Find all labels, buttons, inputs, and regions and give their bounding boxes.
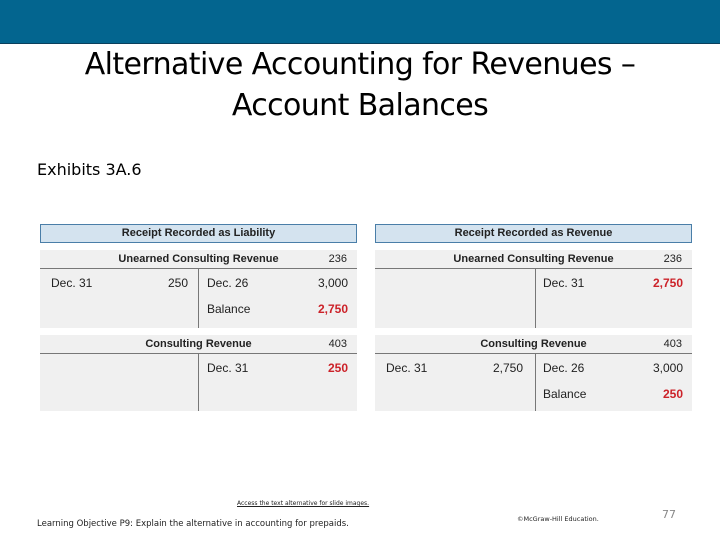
slide-title bbox=[0, 44, 720, 126]
account-name: Consulting Revenue bbox=[145, 338, 252, 350]
credit-label: Dec. 31 bbox=[543, 276, 585, 290]
account-title bbox=[40, 335, 357, 354]
learning-objective: Learning Objective P9: Explain the alternative in accounting for prepaids. bbox=[37, 519, 349, 529]
balance-value: 250 bbox=[662, 387, 683, 401]
credit-label: Balance bbox=[207, 302, 251, 316]
debit-label: Dec. 31 bbox=[386, 361, 428, 375]
title-line-1: Alternative Accounting for Revenues – bbox=[84, 47, 636, 82]
panel-header: Receipt Recorded as Revenue bbox=[375, 224, 692, 243]
panel-liability bbox=[40, 224, 357, 411]
account-name: Unearned Consulting Revenue bbox=[453, 253, 614, 265]
account-title bbox=[375, 250, 692, 269]
t-account-consulting bbox=[40, 335, 357, 411]
credit-label: Balance bbox=[543, 387, 587, 401]
account-number: 403 bbox=[663, 338, 682, 350]
credit-label: Dec. 26 bbox=[543, 361, 585, 375]
account-number: 403 bbox=[328, 338, 347, 350]
account-name: Consulting Revenue bbox=[480, 338, 587, 350]
top-banner bbox=[0, 0, 720, 44]
exhibit-label: Exhibits 3A.6 bbox=[37, 160, 142, 179]
t-account-unearned bbox=[375, 250, 692, 328]
account-name: Unearned Consulting Revenue bbox=[118, 253, 279, 265]
balance-value: 2,750 bbox=[317, 302, 348, 316]
t-account-unearned bbox=[40, 250, 357, 328]
credit-label: Dec. 31 bbox=[207, 361, 249, 375]
account-number: 236 bbox=[663, 253, 682, 265]
table-row bbox=[375, 380, 692, 406]
account-title bbox=[375, 335, 692, 354]
title-line-2: Account Balances bbox=[231, 88, 489, 123]
debit-value: 2,750 bbox=[492, 361, 523, 375]
copyright: ©McGraw-Hill Education. bbox=[517, 515, 599, 523]
debit-label: Dec. 31 bbox=[51, 276, 93, 290]
table-row bbox=[40, 295, 357, 321]
table-row bbox=[40, 354, 357, 380]
account-title bbox=[40, 250, 357, 269]
credit-label: Dec. 26 bbox=[207, 276, 249, 290]
text-alternative-link[interactable]: Access the text alternative for slide images. bbox=[237, 500, 370, 507]
credit-value: 3,000 bbox=[317, 276, 348, 290]
page-number: 77 bbox=[662, 508, 676, 521]
balance-value: 2,750 bbox=[652, 276, 683, 290]
credit-value: 3,000 bbox=[652, 361, 683, 375]
table-row bbox=[375, 354, 692, 380]
panel-header: Receipt Recorded as Liability bbox=[40, 224, 357, 243]
t-account-consulting bbox=[375, 335, 692, 411]
panel-revenue bbox=[375, 224, 692, 411]
table-row bbox=[40, 269, 357, 295]
table-row bbox=[375, 269, 692, 295]
credit-value: 250 bbox=[327, 361, 348, 375]
debit-value: 250 bbox=[167, 276, 188, 290]
account-number: 236 bbox=[328, 253, 347, 265]
